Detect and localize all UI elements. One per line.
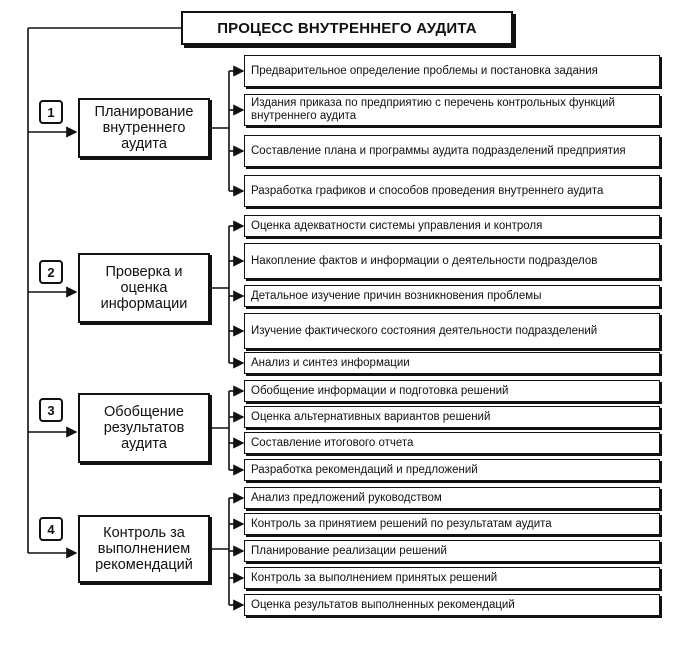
stage-box-2: Проверка и оценка информации xyxy=(78,253,210,323)
step-box-2-2: Накопление фактов и информации о деятельности подразделов xyxy=(244,243,660,279)
step-box-4-2: Контроль за принятием решений по результатам аудита xyxy=(244,513,660,535)
stage-number-4: 4 xyxy=(39,517,63,541)
step-box-3-4: Разработка рекомендаций и предложений xyxy=(244,459,660,481)
step-box-2-5: Анализ и синтез информации xyxy=(244,352,660,374)
step-box-1-1: Предварительное определение проблемы и постановка задания xyxy=(244,55,660,87)
step-box-2-1: Оценка адекватности системы управления и контроля xyxy=(244,215,660,237)
stage-box-3: Обобщение результатов аудита xyxy=(78,393,210,463)
step-box-4-5: Оценка результатов выполненных рекомендаций xyxy=(244,594,660,616)
step-box-4-1: Анализ предложений руководством xyxy=(244,487,660,509)
step-box-3-1: Обобщение информации и подготовка решений xyxy=(244,380,660,402)
step-box-1-4: Разработка графиков и способов проведения внутреннего аудита xyxy=(244,175,660,207)
stage-number-1: 1 xyxy=(39,100,63,124)
step-box-4-4: Контроль за выполнением принятых решений xyxy=(244,567,660,589)
stage-box-4: Контроль за выполнением рекомендаций xyxy=(78,515,210,583)
stage-box-1: Планирование внутреннего аудита xyxy=(78,98,210,158)
step-box-3-2: Оценка альтернативных вариантов решений xyxy=(244,406,660,428)
stage-number-2: 2 xyxy=(39,260,63,284)
step-box-2-3: Детальное изучение причин возникновения проблемы xyxy=(244,285,660,307)
step-box-4-3: Планирование реализации решений xyxy=(244,540,660,562)
step-box-3-3: Составление итогового отчета xyxy=(244,432,660,454)
stage-number-3: 3 xyxy=(39,398,63,422)
step-box-1-3: Составление плана и программы аудита подразделений предприятия xyxy=(244,135,660,167)
step-box-1-2: Издания приказа по предприятию с перечень контрольных функций внутреннего аудита xyxy=(244,94,660,126)
step-box-2-4: Изучение фактического состояния деятельности подразделений xyxy=(244,313,660,349)
diagram-title: ПРОЦЕСС ВНУТРЕННЕГО АУДИТА xyxy=(181,11,513,45)
